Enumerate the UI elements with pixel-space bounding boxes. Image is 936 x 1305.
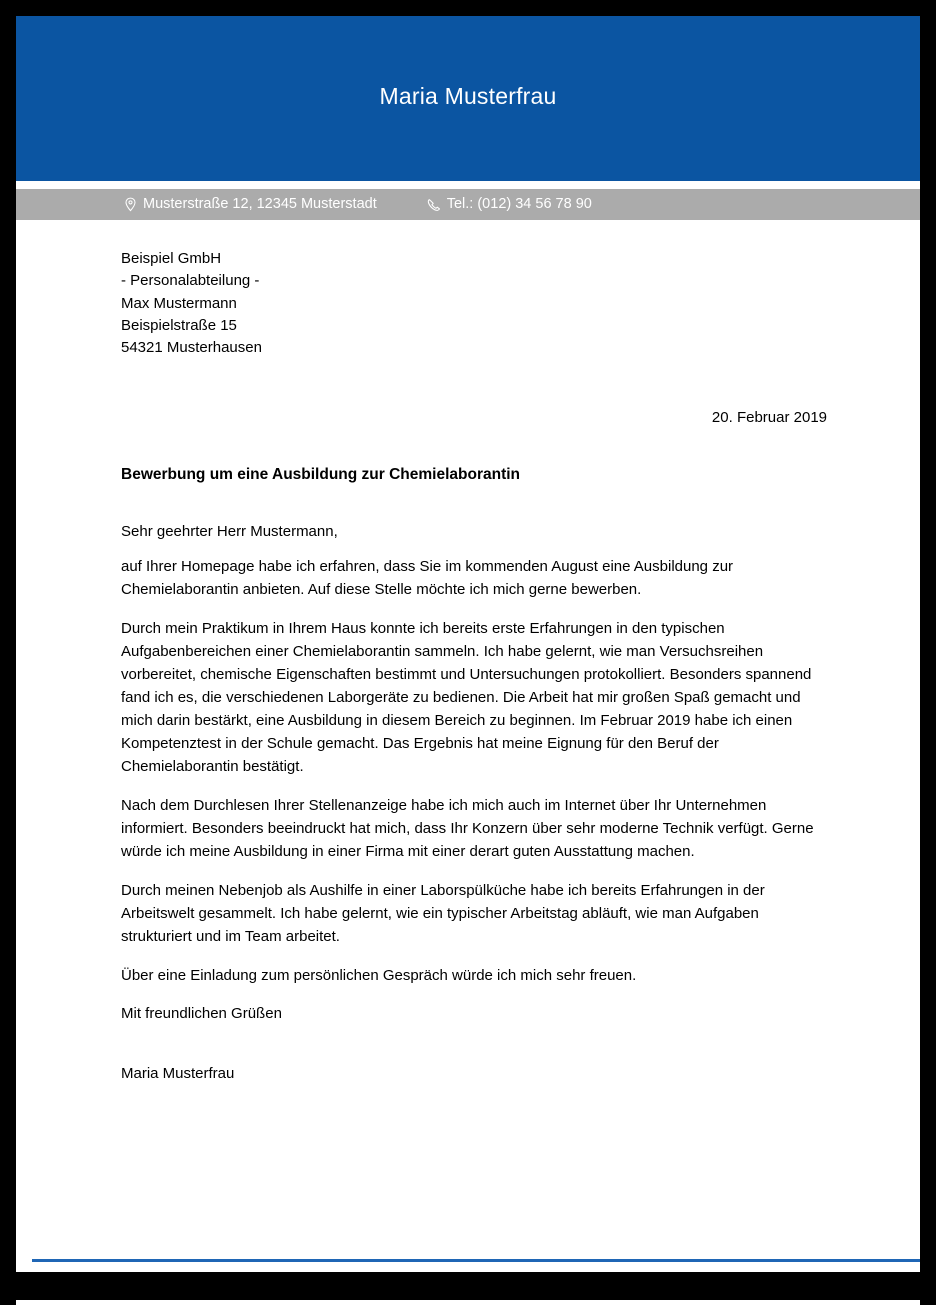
letter-paragraph: Über eine Einladung zum persönlichen Gespräch würde ich mich sehr freuen. <box>121 966 637 984</box>
contact-phone-item <box>427 197 592 212</box>
letter-date: 20. Februar 2019 <box>711 409 827 427</box>
letter-paragraph: Durch meinen Nebenjob als Aushilfe in einer Laborspülküche habe ich bereits Erfahrungen in der Arbeitswelt gesammelt. Ich habe gelernt, wie ein typischer Arbeitstag abläuft, wie man Aufgaben strukturiert und im Team arbeitet. <box>121 881 765 945</box>
letter-body <box>121 248 827 1081</box>
recipient-line: Max Mustermann <box>121 294 237 312</box>
recipient-line: 54321 Musterhausen <box>121 339 262 357</box>
contact-address-text: Musterstraße 12, 12345 Musterstadt <box>143 196 377 213</box>
letter-page <box>16 16 920 1272</box>
letter-paragraph: Durch mein Praktikum in Ihrem Haus konnte ich bereits erste Erfahrungen in den typischen Aufgabenbereichen einer Chemielaborantin sammeln. Ich habe gelernt, wie man Versuchsreihen vorbereitet, chemische Eigenschaften bestimmt und Untersuchungen protokolliert. Besonders spannend fand ich es, die verschiedenen Laborgeräte zu bedienen. Die Arbeit hat mir großen Spaß gemacht und mich darin bestärkt, eine Ausbildung in diesem Bereich zu beginnen. Im Februar 2019 habe ich einen Kompetenztest in der Schule gemacht. Das Ergebnis hat meine Eignung für den Beruf der Chemielaborantin bestätigt. <box>121 619 812 775</box>
letter-paragraph: auf Ihrer Homepage habe ich erfahren, dass Sie im kommenden August eine Ausbildung zur Chemielaborantin anbieten. Auf diese Stelle möchte ich mich gerne bewerben. <box>121 557 734 598</box>
letter-salutation: Sehr geehrter Herr Mustermann, <box>121 522 338 540</box>
footer-divider-rule <box>32 1259 920 1262</box>
letter-signature-name: Maria Musterfrau <box>121 1064 235 1082</box>
letter-closing: Mit freundlichen Grüßen <box>121 1004 282 1022</box>
contact-address-item <box>123 197 377 212</box>
phone-handset-icon <box>427 197 442 212</box>
contact-phone-text: Tel.: (012) 34 56 78 90 <box>446 196 592 213</box>
next-page-edge <box>16 1300 920 1305</box>
recipient-address-block <box>121 248 827 359</box>
letterhead-banner <box>16 16 920 181</box>
sender-name-heading: Maria Musterfrau <box>379 83 557 109</box>
letter-paragraph: Nach dem Durchlesen Ihrer Stellenanzeige habe ich mich auch im Internet über Ihr Unternehmen informiert. Besonders beeindruckt hat mich, dass Ihr Konzern über sehr moderne Technik verfügt. Gerne würde ich meine Ausbildung in einer Firma mit einer derart guten Ausstattung machen. <box>121 796 814 860</box>
location-pin-icon <box>123 197 138 212</box>
recipient-line: Beispiel GmbH <box>121 250 222 267</box>
letter-subject-line: Bewerbung um eine Ausbildung zur Chemielaborantin <box>121 466 521 484</box>
contact-info-bar <box>16 189 920 220</box>
recipient-line: Beispielstraße 15 <box>121 316 237 334</box>
recipient-line: - Personalabteilung - <box>121 272 260 290</box>
